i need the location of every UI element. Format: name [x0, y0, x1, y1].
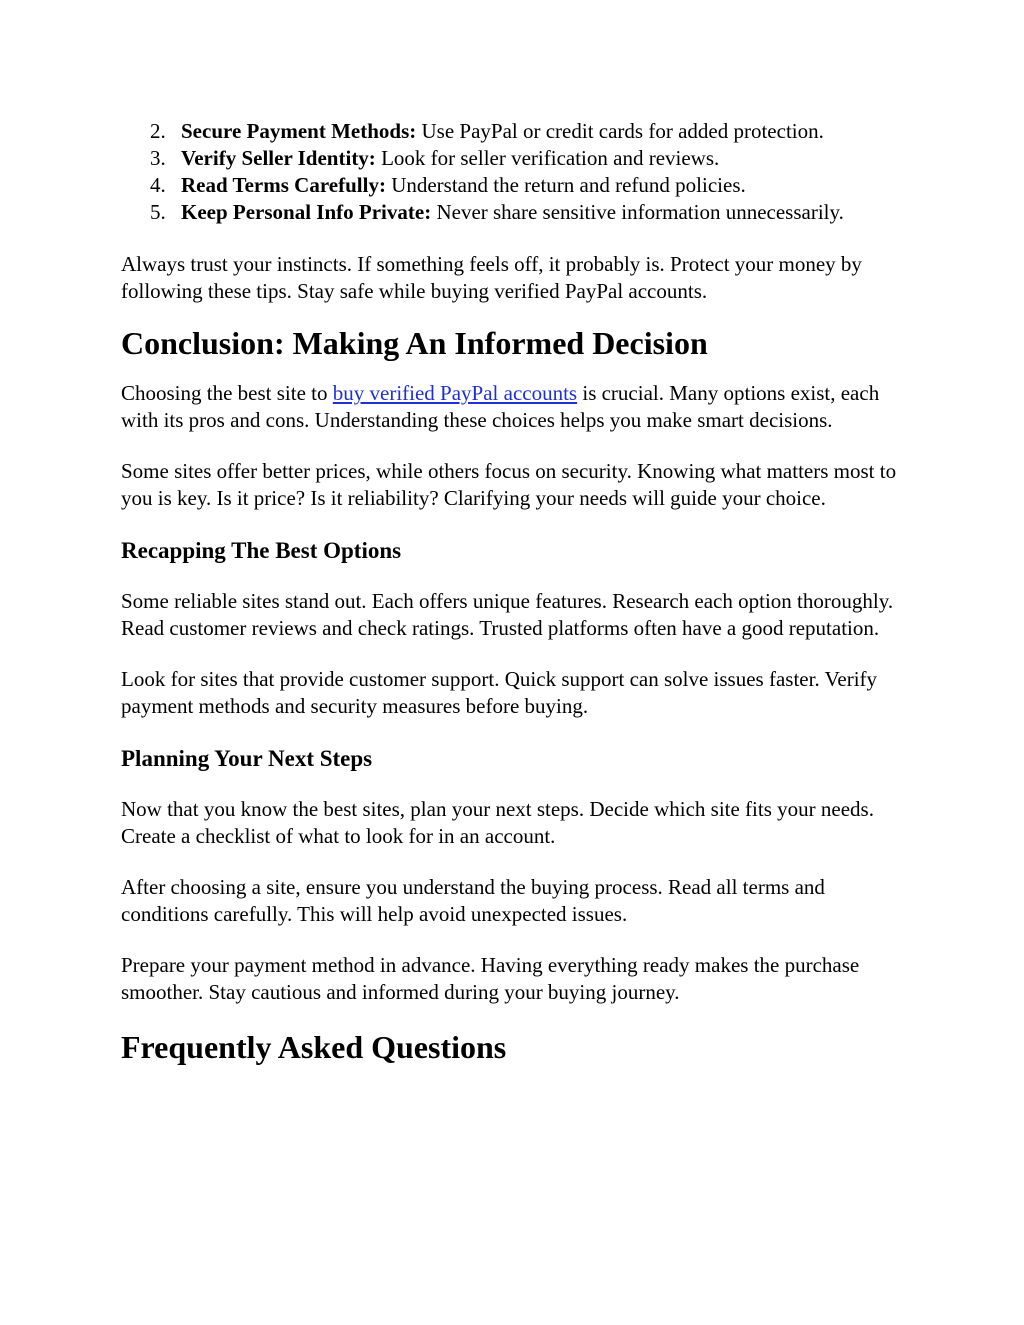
list-item-text: Understand the return and refund policies. — [385, 173, 746, 197]
list-item-text: Look for seller verification and reviews. — [375, 146, 720, 170]
conclusion-p1-after: is crucial. Many options exist, each with its pros and cons. Understanding these choices helps you make smart decisions. — [121, 381, 880, 432]
safety-tips-list — [121, 118, 911, 226]
list-item-term: Secure Payment Methods: — [181, 119, 417, 143]
recap-heading: Recapping The Best Options — [121, 538, 402, 563]
planning-paragraph-2: After choosing a site, ensure you understand the buying process. Read all terms and conditions carefully. This will help avoid unexpected issues. — [121, 875, 825, 926]
planning-heading: Planning Your Next Steps — [121, 746, 373, 771]
list-item-number: 4. — [150, 173, 166, 197]
list-item-term: Verify Seller Identity: — [181, 146, 376, 170]
list-item-number: 5. — [150, 200, 166, 224]
conclusion-paragraph-1 — [121, 380, 911, 434]
recap-paragraph-1: Some reliable sites stand out. Each offers unique features. Research each option thoroughly. Read customer reviews and check ratings. Trusted platforms often have a good reputation. — [121, 589, 894, 640]
list-item — [121, 145, 911, 172]
list-item-text: Use PayPal or credit cards for added protection. — [416, 119, 824, 143]
conclusion-paragraph-2: Some sites offer better prices, while others focus on security. Knowing what matters most to you is key. Is it price? Is it reliability? Clarifying your needs will guide your choice. — [121, 459, 897, 510]
list-item-term: Keep Personal Info Private: — [181, 200, 432, 224]
buy-verified-paypal-link[interactable]: buy verified PayPal accounts — [332, 381, 578, 405]
conclusion-heading: Conclusion: Making An Informed Decision — [121, 325, 708, 361]
list-item-number: 3. — [150, 146, 166, 170]
faq-heading: Frequently Asked Questions — [121, 1029, 507, 1065]
intro-paragraph: Always trust your instincts. If something feels off, it probably is. Protect your money by following these tips. Stay safe while buying verified PayPal accounts. — [121, 252, 862, 303]
list-item-text: Never share sensitive information unnecessarily. — [431, 200, 844, 224]
list-item-number: 2. — [150, 119, 166, 143]
list-item — [121, 199, 911, 226]
planning-paragraph-3: Prepare your payment method in advance. Having everything ready makes the purchase smoother. Stay cautious and informed during your buying journey. — [121, 953, 860, 1004]
planning-paragraph-1: Now that you know the best sites, plan your next steps. Decide which site fits your needs. Create a checklist of what to look for in an account. — [121, 797, 874, 848]
list-item — [121, 118, 911, 145]
document-page — [121, 118, 911, 1067]
conclusion-p1-before: Choosing the best site to — [121, 381, 333, 405]
recap-paragraph-2: Look for sites that provide customer support. Quick support can solve issues faster. Verify payment methods and security measures before buying. — [121, 667, 878, 718]
list-item-term: Read Terms Carefully: — [181, 173, 386, 197]
list-item — [121, 172, 911, 199]
